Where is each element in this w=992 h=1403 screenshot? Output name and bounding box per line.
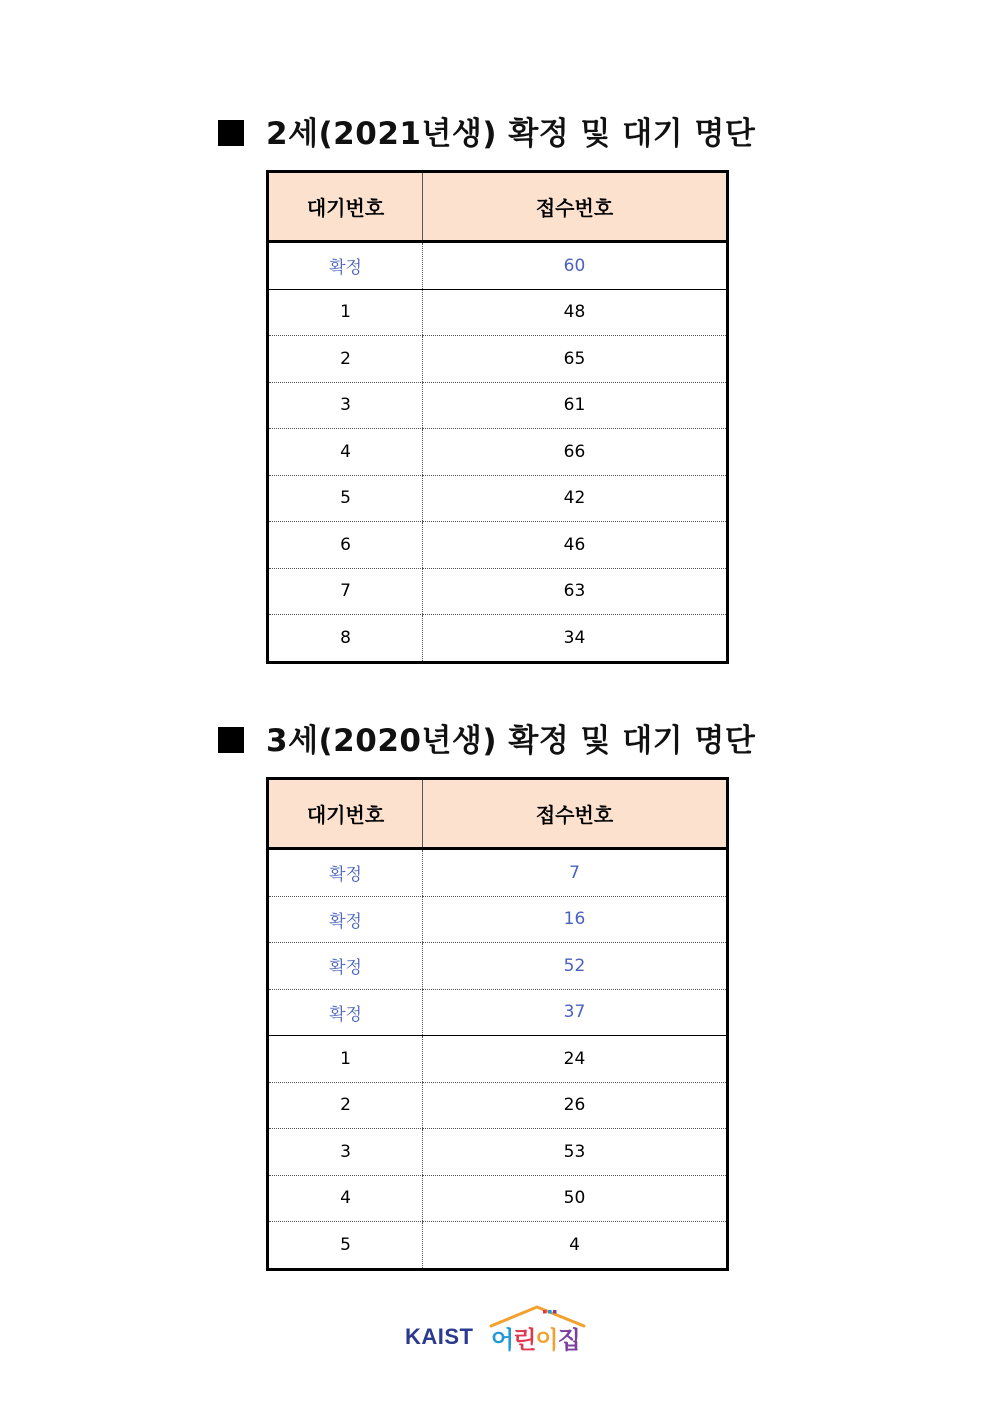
section-title-age2: 2세(2021년생) 확정 및 대기 명단 xyxy=(218,114,755,154)
table-row xyxy=(268,1036,728,1083)
application-number-cell: 65 xyxy=(423,336,728,383)
table-row xyxy=(268,943,728,990)
table-row xyxy=(268,522,728,569)
application-number-header: 접수번호 xyxy=(423,172,728,242)
waitlist-number-cell: 5 xyxy=(268,475,423,522)
application-number-cell: 53 xyxy=(423,1129,728,1176)
waitlist-number-cell: 5 xyxy=(340,1234,351,1255)
waitlist-number-cell: 확정 xyxy=(268,896,423,943)
application-number-cell: 50 xyxy=(423,1175,728,1222)
kaist-kindergarten-logo xyxy=(405,1304,590,1352)
waitlist-number-cell: 확정 xyxy=(268,242,423,290)
table-row xyxy=(268,429,728,476)
table-row xyxy=(268,1175,728,1222)
waitlist-number-cell: 확정 xyxy=(268,943,423,990)
table-row xyxy=(268,1082,728,1129)
table-row xyxy=(268,336,728,383)
application-number-cell: 26 xyxy=(423,1082,728,1129)
table-row xyxy=(268,289,728,336)
waitlist-number-header: 대기번호 xyxy=(268,779,423,849)
application-number-cell: 52 xyxy=(423,943,728,990)
table-header-row xyxy=(268,172,728,242)
table-row xyxy=(268,242,728,290)
application-number-header: 접수번호 xyxy=(423,779,728,849)
table-row xyxy=(268,989,728,1036)
waitlist-number-cell: 2 xyxy=(268,1082,423,1129)
waitlist-number-cell: 3 xyxy=(268,1129,423,1176)
application-number-cell: 24 xyxy=(423,1036,728,1083)
table-header-row xyxy=(268,779,728,849)
application-number-cell: 48 xyxy=(423,289,728,336)
waitlist-number-cell: 4 xyxy=(268,1175,423,1222)
application-number-cell: 61 xyxy=(423,382,728,429)
application-number-cell: 46 xyxy=(423,522,728,569)
table-row xyxy=(268,1129,728,1176)
square-bullet-icon xyxy=(218,727,244,753)
waitlist-number-cell: 4 xyxy=(268,429,423,476)
waitlist-number-cell: 2 xyxy=(268,336,423,383)
application-number-cell: 42 xyxy=(423,475,728,522)
application-number-cell: 63 xyxy=(423,568,728,615)
kaist-wordmark: KAIST xyxy=(405,1324,474,1349)
application-number-cell: 66 xyxy=(423,429,728,476)
roster-table-age3 xyxy=(266,777,729,1271)
waitlist-number-cell: 7 xyxy=(268,568,423,615)
waitlist-number-cell: 1 xyxy=(268,289,423,336)
waitlist-number-cell: 6 xyxy=(268,522,423,569)
application-number-cell: 7 xyxy=(423,849,728,897)
section-title-age3: 3세(2020년생) 확정 및 대기 명단 xyxy=(218,721,755,761)
waitlist-number-cell: 3 xyxy=(268,382,423,429)
table-row xyxy=(268,382,728,429)
waitlist-number-header: 대기번호 xyxy=(268,172,423,242)
table-row xyxy=(268,849,728,897)
square-bullet-icon xyxy=(218,120,244,146)
application-number-cell: 60 xyxy=(423,242,728,290)
application-number-cell: 37 xyxy=(423,989,728,1036)
waitlist-number-cell: 확정 xyxy=(268,849,423,897)
table-row xyxy=(268,615,728,663)
roster-table-age2 xyxy=(266,170,729,664)
application-number-cell: 16 xyxy=(423,896,728,943)
waitlist-number-cell: 1 xyxy=(268,1036,423,1083)
table-row xyxy=(268,568,728,615)
application-number-cell: 4 xyxy=(423,1222,728,1270)
table-row xyxy=(268,1222,728,1270)
waitlist-number-cell: 8 xyxy=(340,627,351,648)
kindergarten-wordmark: 어린이집 xyxy=(491,1326,580,1354)
application-number-cell: 34 xyxy=(423,615,728,663)
table-row xyxy=(268,896,728,943)
waitlist-number-cell: 확정 xyxy=(268,989,423,1036)
table-row xyxy=(268,475,728,522)
